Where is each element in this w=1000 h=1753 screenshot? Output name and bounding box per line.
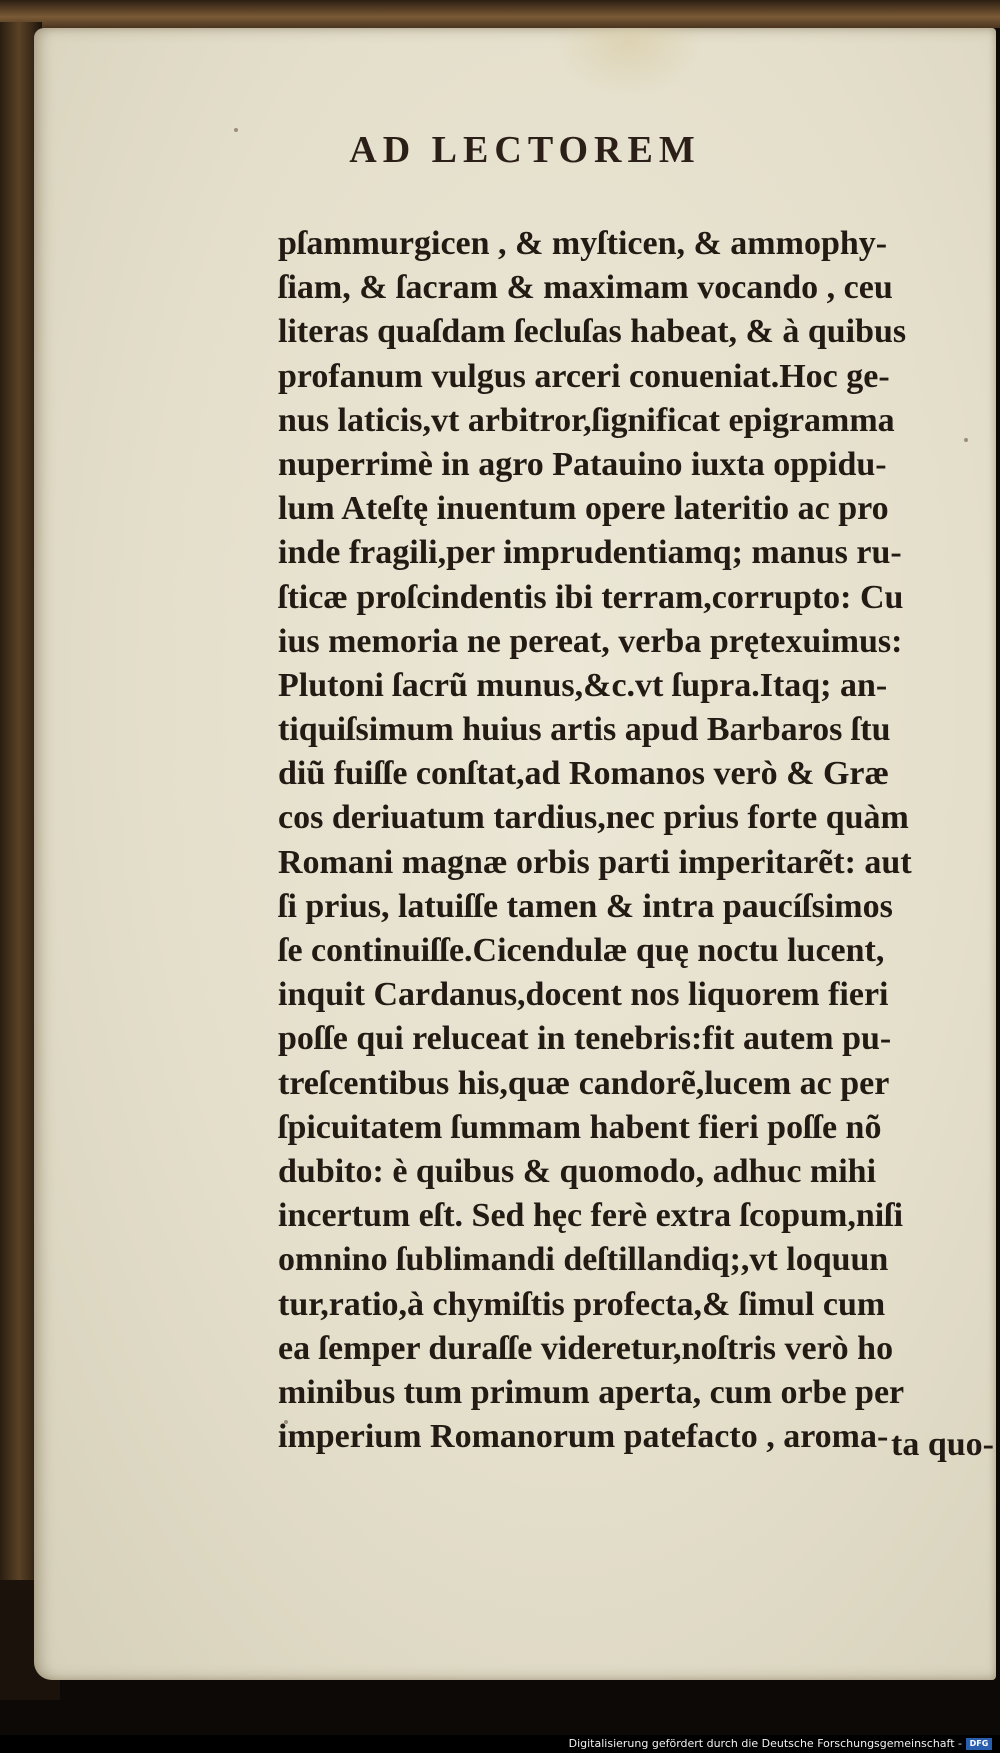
text-line: tur,ratio,à chymiſtis profecta,& ſimul cum [278,1285,886,1323]
text-line: omnino ſublimandi deſtillandiq;,vt loquun [278,1241,889,1279]
text-line: dubito: è quibus & quomodo, adhuc mihi [278,1152,877,1190]
text-line: inde fragili,per imprudentiamq; manus ru- [278,534,902,572]
text-line: inquit Cardanus,docent nos liquorem fieri [278,976,889,1014]
text-line: cos deriuatum tardius,nec prius forte quàm [278,799,909,837]
text-line: Plutoni ſacrũ munus,&c.vt ſupra.Itaq; an- [278,666,888,704]
text-line: treſcentibus his,quæ candorẽ,lucem ac per [278,1064,890,1102]
text-line: ius memoria ne pereat, verba prętexuimus: [278,622,903,660]
book-page [34,28,996,1680]
text-line: ſticæ proſcindentis ibi terram,corrupto: Cu [278,578,904,616]
paper-stain [554,28,704,98]
text-line: ſe continuiſſe.Cicendulæ quę noctu lucent, [278,932,885,969]
text-line: minibus tum primum aperta, cum orbe per [278,1373,905,1411]
text-line: diũ fuiſſe conſtat,ad Romanos verò & Græ [278,755,890,793]
text-line: poſſe qui reluceat in tenebris:fit autem pu- [278,1020,892,1058]
text-line: ſi prius, latuiſſe tamen & intra paucíſsimos [278,887,893,925]
text-line: tiquiſsimum huius artis apud Barbaros ſtu [278,711,891,749]
text-line: ſiam, & ſacram & maximam vocando , ceu [278,269,893,307]
text-line: nuperrimè in agro Patauino iuxta oppidu- [278,445,887,483]
running-head: AD LECTOREM [349,129,701,171]
text-line: ſpicuitatem ſummam habent fieri poſſe nõ [278,1108,882,1146]
catchword: ta quo- [891,1426,994,1463]
funding-credit: Digitalisierung gefördert durch die Deutsche Forschungsgemeinschaft - [568,1737,962,1750]
body-text [278,222,978,1459]
dfg-logo: DFG [966,1738,992,1750]
text-line: nus laticis,vt arbitror,ſignificat epigramma [278,401,895,439]
text-line: Romani magnæ orbis parti imperitarẽt: aut [278,843,912,881]
text-line: literas quaſdam ſecluſas habeat, & à quibus [278,313,907,351]
text-line: pſammurgicen , & myſticen, & ammophy- [278,225,888,262]
text-line: incertum eſt. Sed hęc ferè extra ſcopum,niſi [278,1197,904,1235]
text-line: imperium Romanorum patefacto , aroma- [278,1418,889,1456]
text-line: lum Ateſtę inuentum opere lateritio ac pro [278,490,889,528]
book-top-edge [0,0,1000,28]
text-line: ea ſemper duraſſe videretur,noſtris verò ho [278,1329,894,1367]
text-line: profanum vulgus arceri conueniat.Hoc ge- [278,357,890,395]
